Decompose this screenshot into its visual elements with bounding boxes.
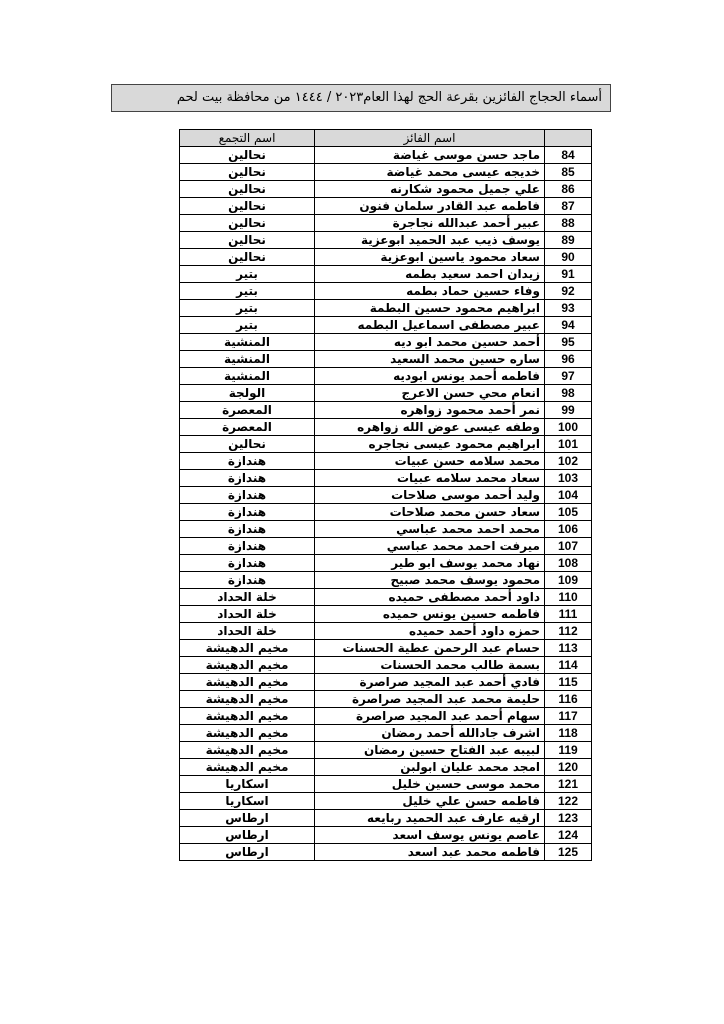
winner-name: سعاد محمد سلامه عبيات <box>315 470 545 487</box>
table-row <box>180 181 592 198</box>
group-name: خلة الحداد <box>180 623 315 640</box>
table-row <box>180 334 592 351</box>
group-name: هندازة <box>180 555 315 572</box>
table-row <box>180 351 592 368</box>
group-name: نحالين <box>180 198 315 215</box>
group-name: ارطاس <box>180 810 315 827</box>
row-number: 116 <box>545 691 592 708</box>
winner-name: امجد محمد عليان ابولبن <box>315 759 545 776</box>
table-row <box>180 640 592 657</box>
table-row <box>180 589 592 606</box>
group-name: خلة الحداد <box>180 606 315 623</box>
group-name: نحالين <box>180 164 315 181</box>
winner-name: ارقيه عارف عبد الحميد ربايعه <box>315 810 545 827</box>
page-title: أسماء الحجاج الفائزين بقرعة الحج لهذا العام٢٠٢٣ / ١٤٤٤ من محافظة بيت لحم <box>111 84 611 112</box>
winner-name: فاطمه حسين يونس حميده <box>315 606 545 623</box>
table-row <box>180 147 592 164</box>
row-number: 108 <box>545 555 592 572</box>
group-name: المنشية <box>180 368 315 385</box>
group-name: المنشية <box>180 351 315 368</box>
group-name: نحالين <box>180 215 315 232</box>
table-row <box>180 300 592 317</box>
group-name: بتير <box>180 266 315 283</box>
row-number: 110 <box>545 589 592 606</box>
group-name: هندازة <box>180 470 315 487</box>
winner-name: انعام محي حسن الاعرج <box>315 385 545 402</box>
winner-name: نمر أحمد محمود زواهره <box>315 402 545 419</box>
winner-name: ميرفت احمد محمد عباسي <box>315 538 545 555</box>
table-row <box>180 232 592 249</box>
header-group: اسم التجمع <box>180 130 315 147</box>
winner-name: محمد سلامه حسن عبيات <box>315 453 545 470</box>
row-number: 102 <box>545 453 592 470</box>
winner-name: حسام عبد الرحمن عطية الحسنات <box>315 640 545 657</box>
row-number: 93 <box>545 300 592 317</box>
table-row <box>180 504 592 521</box>
group-name: هندازة <box>180 504 315 521</box>
table-row <box>180 691 592 708</box>
row-number: 86 <box>545 181 592 198</box>
winner-name: ابراهيم محمود حسين البطمة <box>315 300 545 317</box>
row-number: 96 <box>545 351 592 368</box>
winner-name: محمد موسى حسين خليل <box>315 776 545 793</box>
table-row <box>180 793 592 810</box>
winner-name: فاطمه محمد عبد اسعد <box>315 844 545 861</box>
winner-name: وطفه عيسى عوض الله زواهره <box>315 419 545 436</box>
group-name: هندازة <box>180 572 315 589</box>
winner-name: محمود يوسف محمد صبيح <box>315 572 545 589</box>
row-number: 107 <box>545 538 592 555</box>
group-name: خلة الحداد <box>180 589 315 606</box>
row-number: 100 <box>545 419 592 436</box>
group-name: مخيم الدهيشة <box>180 759 315 776</box>
group-name: هندازة <box>180 521 315 538</box>
table-row <box>180 776 592 793</box>
row-number: 98 <box>545 385 592 402</box>
row-number: 90 <box>545 249 592 266</box>
group-name: مخيم الدهيشة <box>180 657 315 674</box>
row-number: 84 <box>545 147 592 164</box>
table-row <box>180 283 592 300</box>
table-row <box>180 538 592 555</box>
winner-name: علي جميل محمود شكارنه <box>315 181 545 198</box>
group-name: مخيم الدهيشة <box>180 674 315 691</box>
group-name: المعصرة <box>180 419 315 436</box>
winner-name: حليمة محمد عبد المجيد صراصرة <box>315 691 545 708</box>
winner-name: محمد احمد محمد عباسي <box>315 521 545 538</box>
group-name: المنشية <box>180 334 315 351</box>
row-number: 103 <box>545 470 592 487</box>
table-row <box>180 623 592 640</box>
row-number: 104 <box>545 487 592 504</box>
table-row <box>180 198 592 215</box>
table-row <box>180 317 592 334</box>
group-name: مخيم الدهيشة <box>180 708 315 725</box>
group-name: مخيم الدهيشة <box>180 640 315 657</box>
table-row <box>180 215 592 232</box>
table-row <box>180 742 592 759</box>
row-number: 121 <box>545 776 592 793</box>
winner-name: نهاد محمد يوسف ابو طير <box>315 555 545 572</box>
row-number: 95 <box>545 334 592 351</box>
row-number: 117 <box>545 708 592 725</box>
header-name: اسم الفائز <box>315 130 545 147</box>
row-number: 118 <box>545 725 592 742</box>
table-row <box>180 827 592 844</box>
row-number: 99 <box>545 402 592 419</box>
header-number <box>545 130 592 147</box>
group-name: هندازة <box>180 487 315 504</box>
row-number: 120 <box>545 759 592 776</box>
winner-name: سعاد محمود ياسين ابوعزية <box>315 249 545 266</box>
table-row <box>180 759 592 776</box>
row-number: 113 <box>545 640 592 657</box>
table-row <box>180 419 592 436</box>
table-row <box>180 708 592 725</box>
group-name: الولجة <box>180 385 315 402</box>
table-row <box>180 368 592 385</box>
winner-name: فاطمه حسن علي خليل <box>315 793 545 810</box>
winner-name: وفاء حسين حماد بطمه <box>315 283 545 300</box>
row-number: 119 <box>545 742 592 759</box>
winner-name: سعاد حسن محمد صلاحات <box>315 504 545 521</box>
row-number: 124 <box>545 827 592 844</box>
row-number: 115 <box>545 674 592 691</box>
table-row <box>180 436 592 453</box>
group-name: مخيم الدهيشة <box>180 725 315 742</box>
winner-name: عبير مصطفى اسماعيل البطمه <box>315 317 545 334</box>
winner-name: ابراهيم محمود عيسى نجاجره <box>315 436 545 453</box>
group-name: اسكاريا <box>180 776 315 793</box>
row-number: 109 <box>545 572 592 589</box>
row-number: 85 <box>545 164 592 181</box>
row-number: 101 <box>545 436 592 453</box>
group-name: بتير <box>180 317 315 334</box>
table-row <box>180 810 592 827</box>
table-row <box>180 572 592 589</box>
row-number: 111 <box>545 606 592 623</box>
table-row <box>180 470 592 487</box>
table-row <box>180 164 592 181</box>
group-name: مخيم الدهيشة <box>180 742 315 759</box>
row-number: 105 <box>545 504 592 521</box>
group-name: بتير <box>180 283 315 300</box>
winner-name: فاطمه أحمد يونس ابوديه <box>315 368 545 385</box>
winner-name: فاطمه عبد القادر سلمان فنون <box>315 198 545 215</box>
winner-name: عبير أحمد عبدالله نجاجرة <box>315 215 545 232</box>
row-number: 91 <box>545 266 592 283</box>
row-number: 94 <box>545 317 592 334</box>
group-name: ارطاس <box>180 827 315 844</box>
group-name: هندازة <box>180 453 315 470</box>
winner-name: حمزه داود أحمد حميده <box>315 623 545 640</box>
row-number: 125 <box>545 844 592 861</box>
winner-name: عاصم يونس يوسف اسعد <box>315 827 545 844</box>
table-row <box>180 674 592 691</box>
table-row <box>180 521 592 538</box>
table-row <box>180 266 592 283</box>
group-name: نحالين <box>180 249 315 266</box>
table-row <box>180 725 592 742</box>
row-number: 88 <box>545 215 592 232</box>
group-name: اسكاريا <box>180 793 315 810</box>
group-name: بتير <box>180 300 315 317</box>
winners-table <box>179 129 592 861</box>
row-number: 87 <box>545 198 592 215</box>
group-name: المعصرة <box>180 402 315 419</box>
table-row <box>180 453 592 470</box>
winner-name: فادي أحمد عبد المجيد صراصرة <box>315 674 545 691</box>
winner-name: داود أحمد مصطفى حميده <box>315 589 545 606</box>
winner-name: وليد أحمد موسى صلاحات <box>315 487 545 504</box>
group-name: نحالين <box>180 232 315 249</box>
row-number: 106 <box>545 521 592 538</box>
row-number: 112 <box>545 623 592 640</box>
winner-name: أحمد حسين محمد ابو ديه <box>315 334 545 351</box>
row-number: 89 <box>545 232 592 249</box>
table-row <box>180 249 592 266</box>
group-name: هندازة <box>180 538 315 555</box>
row-number: 123 <box>545 810 592 827</box>
winner-name: بسمة طالب محمد الحسنات <box>315 657 545 674</box>
row-number: 97 <box>545 368 592 385</box>
table-row <box>180 487 592 504</box>
table-header-row <box>180 130 592 147</box>
table-row <box>180 657 592 674</box>
table-row <box>180 385 592 402</box>
winner-name: خديجه عيسى محمد غياضة <box>315 164 545 181</box>
winner-name: سهام أحمد عبد المجيد صراصرة <box>315 708 545 725</box>
group-name: مخيم الدهيشة <box>180 691 315 708</box>
table-row <box>180 402 592 419</box>
table-row <box>180 606 592 623</box>
winner-name: يوسف ذيب عبد الحميد ابوعزية <box>315 232 545 249</box>
winner-name: زيدان احمد سعيد بطمه <box>315 266 545 283</box>
winner-name: ماجد حسن موسى غياضة <box>315 147 545 164</box>
group-name: نحالين <box>180 147 315 164</box>
group-name: نحالين <box>180 181 315 198</box>
row-number: 122 <box>545 793 592 810</box>
table-row <box>180 844 592 861</box>
group-name: نحالين <box>180 436 315 453</box>
row-number: 92 <box>545 283 592 300</box>
row-number: 114 <box>545 657 592 674</box>
group-name: ارطاس <box>180 844 315 861</box>
table-row <box>180 555 592 572</box>
winner-name: ساره حسين محمد السعيد <box>315 351 545 368</box>
table-body <box>180 147 592 861</box>
winner-name: لبيبه عبد الفتاح حسين رمضان <box>315 742 545 759</box>
winner-name: اشرف جادالله أحمد رمضان <box>315 725 545 742</box>
